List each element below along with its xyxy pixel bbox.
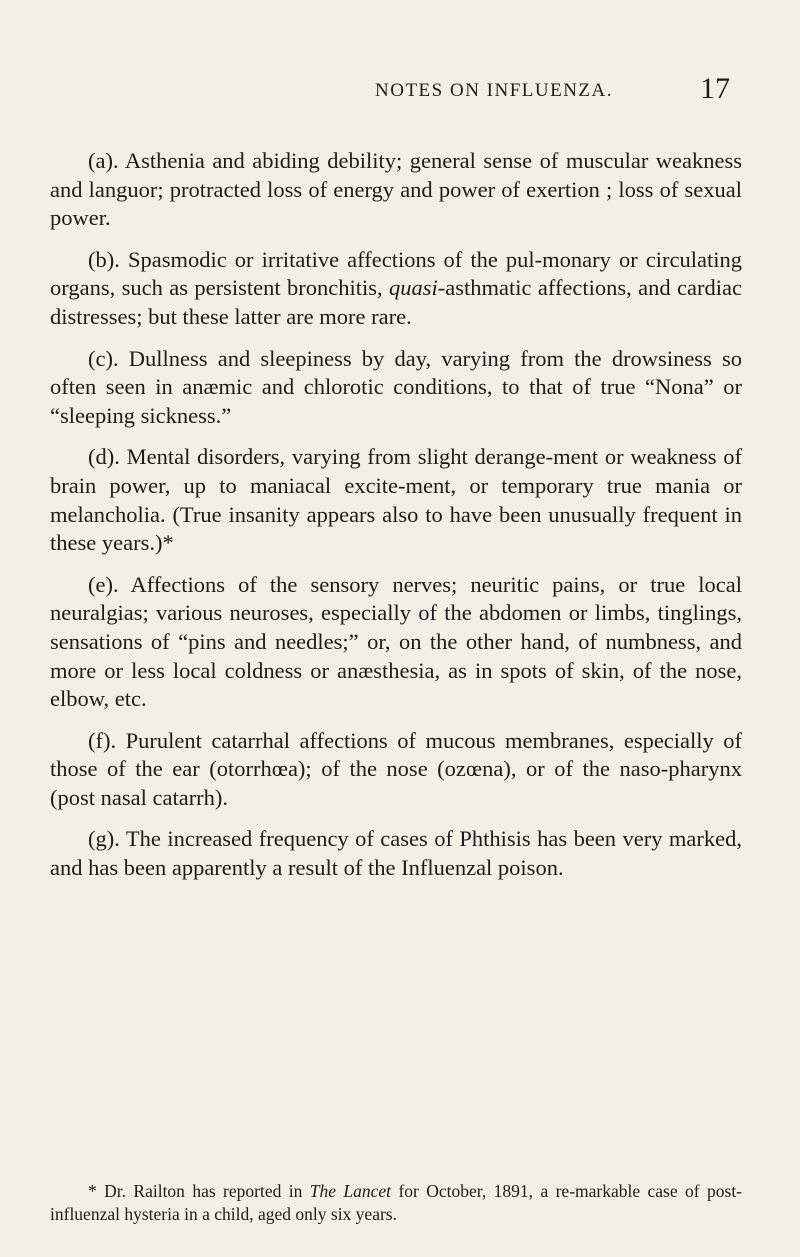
footnote-before: * Dr. Railton has reported in [88, 1181, 303, 1201]
paragraph-f [50, 727, 742, 813]
paragraph-g [50, 825, 742, 882]
paragraph-b-text-before: Spasmodic or irritative affections of the pul-monary or circulating organs, such as persistent bronchitis, [50, 246, 743, 301]
paragraph-f-text: Purulent catarrhal affections of mucous membranes, especially of those of the ear (otorrhœa); of the nose (ozœna), or of the naso-pharynx (post nasal catarrh). [50, 727, 743, 810]
footnote-after: for October, 1891, a re-markable case of post-influenzal hysteria in a child, aged only six years. [50, 1181, 743, 1224]
paragraph-d [50, 443, 742, 557]
item-label-f: (f). [88, 727, 117, 753]
paragraph-e [50, 571, 742, 714]
paragraph-d-text: Mental disorders, varying from slight derange-ment or weakness of brain power, up to maniacal excite-ment, or temporary true mania or melancholia. (True insanity appears also to have been unusually frequent in these years.)* [50, 444, 742, 556]
paragraph-c [50, 345, 742, 431]
body-text [50, 147, 742, 896]
item-label-b: (b). [88, 246, 120, 272]
paragraph-c-text: Dullness and sleepiness by day, varying from the drowsiness so often seen in anæmic and chlorotic conditions, to that of true “Nona” or “sleeping sickness.” [50, 345, 743, 428]
paragraph-g-text: The increased frequency of cases of Phthisis has been very marked, and has been apparently a result of the Influenzal poison. [50, 826, 742, 881]
footnote [50, 1180, 742, 1225]
paragraph-a-text: Asthenia and abiding debility; general sense of muscular weakness and languor; protracted loss of energy and power of exertion ; loss of sexual power. [50, 148, 743, 231]
paragraph-b [50, 246, 742, 332]
paragraph-e-text: Affections of the sensory nerves; neuritic pains, or true local neuralgias; various neuroses, especially of the abdomen or limbs, tinglings, sensations of “pins and needles;” or, on the other hand, of numbness, and more or less local coldness or anæsthesia, as in spots of skin, of the nose, elbow, etc. [50, 571, 742, 712]
paragraph-b-italic: quasi [389, 275, 438, 301]
item-label-e: (e). [88, 571, 119, 597]
item-label-g: (g). [88, 826, 120, 852]
item-label-a: (a). [88, 148, 119, 173]
item-label-d: (d). [88, 444, 120, 470]
paragraph-a [50, 147, 742, 233]
page-header [0, 72, 800, 120]
page-number: 17 [700, 72, 730, 105]
footnote-journal-title: The Lancet [309, 1181, 392, 1201]
paragraph-b-text-after: -asthmatic affections, and cardiac distresses; but these latter are more rare. [50, 275, 742, 329]
running-title: NOTES ON INFLUENZA. [375, 80, 614, 101]
item-label-c: (c). [88, 345, 119, 371]
